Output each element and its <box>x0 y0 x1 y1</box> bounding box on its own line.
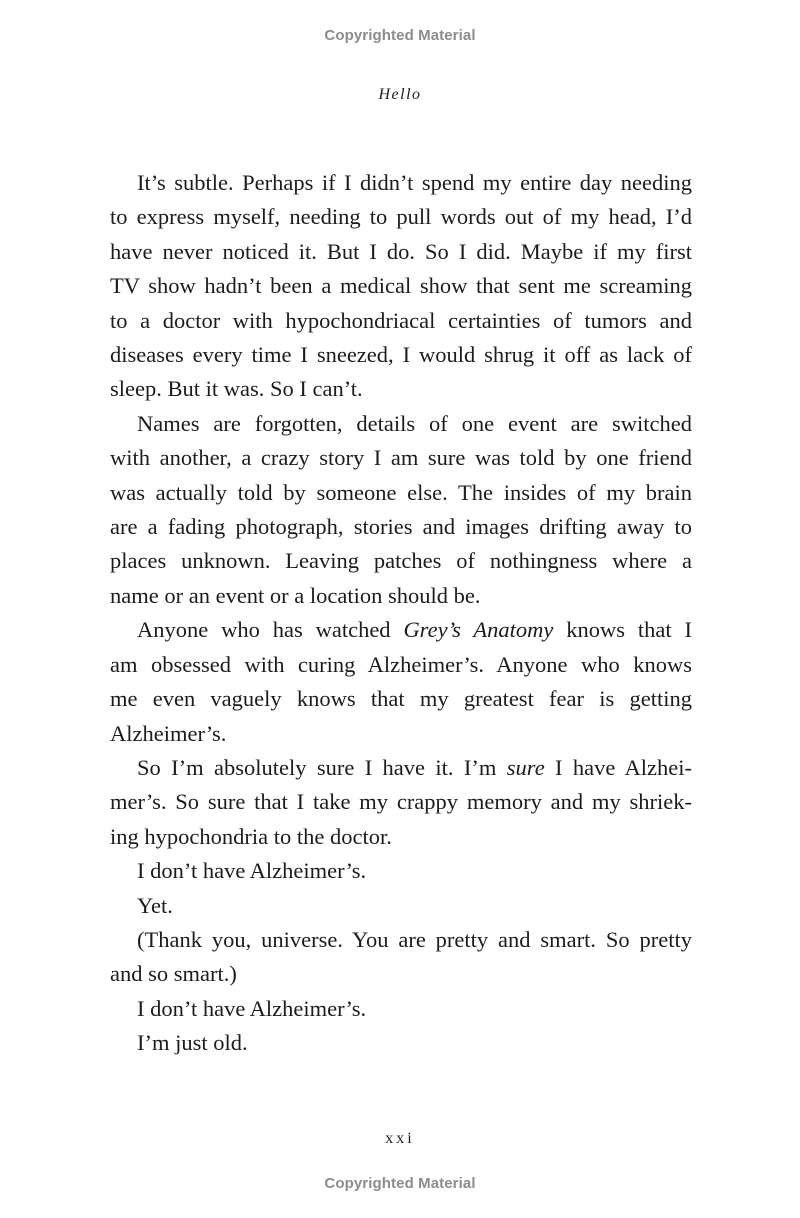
page-number: xxi <box>385 1130 415 1147</box>
text-line: I don’t have Alzheimer’s. <box>137 995 367 1021</box>
paragraph <box>110 166 692 407</box>
text-line: sleep. But it was. So I can’t. <box>110 376 363 402</box>
text-line: places unknown. Leaving patches of nothingness where a <box>110 548 692 574</box>
text-line <box>110 751 692 785</box>
paragraph <box>110 854 692 888</box>
paragraph <box>110 889 692 923</box>
text-line: me even vaguely knows that my greatest fear is getting <box>110 686 692 712</box>
text-line: name or an event or a location should be. <box>110 582 481 608</box>
text-line: with another, a crazy story I am sure was told by one friend <box>110 445 692 471</box>
body-text <box>110 166 692 1061</box>
text-run: Anyone who has watched <box>137 617 404 643</box>
show-title: Grey’s Anatomy <box>403 617 554 643</box>
text-line: I’m just old. <box>137 1030 248 1056</box>
text-line <box>110 613 692 647</box>
copyright-watermark-top: Copyrighted Material <box>324 27 476 44</box>
text-line: have never noticed it. But I do. So I did. Maybe if my first <box>110 238 692 264</box>
text-line: Names are forgotten, details of one event are switched <box>137 410 692 436</box>
text-line: to express myself, needing to pull words out of my head, I’d <box>110 204 692 230</box>
text-line: are a fading photograph, stories and images drifting away to <box>110 514 692 540</box>
text-line: and so smart.) <box>110 961 237 987</box>
text-run: I have Alzhei- <box>544 754 692 780</box>
paragraph <box>110 992 692 1026</box>
text-line: Alzheimer’s. <box>110 720 227 746</box>
text-line: mer’s. So sure that I take my crappy memory and my shriek- <box>110 789 692 815</box>
text-line: to a doctor with hypochondriacal certainties of tumors and <box>110 307 692 333</box>
text-run: knows that I <box>553 617 692 643</box>
text-line: diseases every time I sneezed, I would shrug it off as lack of <box>110 342 692 368</box>
paragraph <box>110 1026 692 1060</box>
text-line: (Thank you, universe. You are pretty and smart. So pretty <box>137 926 692 952</box>
running-head: Hello <box>378 86 422 103</box>
text-line: Yet. <box>137 892 173 918</box>
paragraph <box>110 613 692 751</box>
text-line: was actually told by someone else. The insides of my brain <box>110 479 692 505</box>
text-line: am obsessed with curing Alzheimer’s. Anyone who knows <box>110 651 692 677</box>
text-run: So I’m absolutely sure I have it. I’m <box>137 754 507 780</box>
text-line: ing hypochondria to the doctor. <box>110 823 392 849</box>
text-line: I don’t have Alzheimer’s. <box>137 858 367 884</box>
paragraph <box>110 923 692 992</box>
paragraph <box>110 407 692 613</box>
emphasis: sure <box>506 754 545 780</box>
paragraph <box>110 751 692 854</box>
text-line: It’s subtle. Perhaps if I didn’t spend my entire day needing <box>137 170 692 195</box>
text-line: TV show hadn’t been a medical show that sent me screaming <box>110 273 692 299</box>
copyright-watermark-bottom: Copyrighted Material <box>324 1175 476 1192</box>
